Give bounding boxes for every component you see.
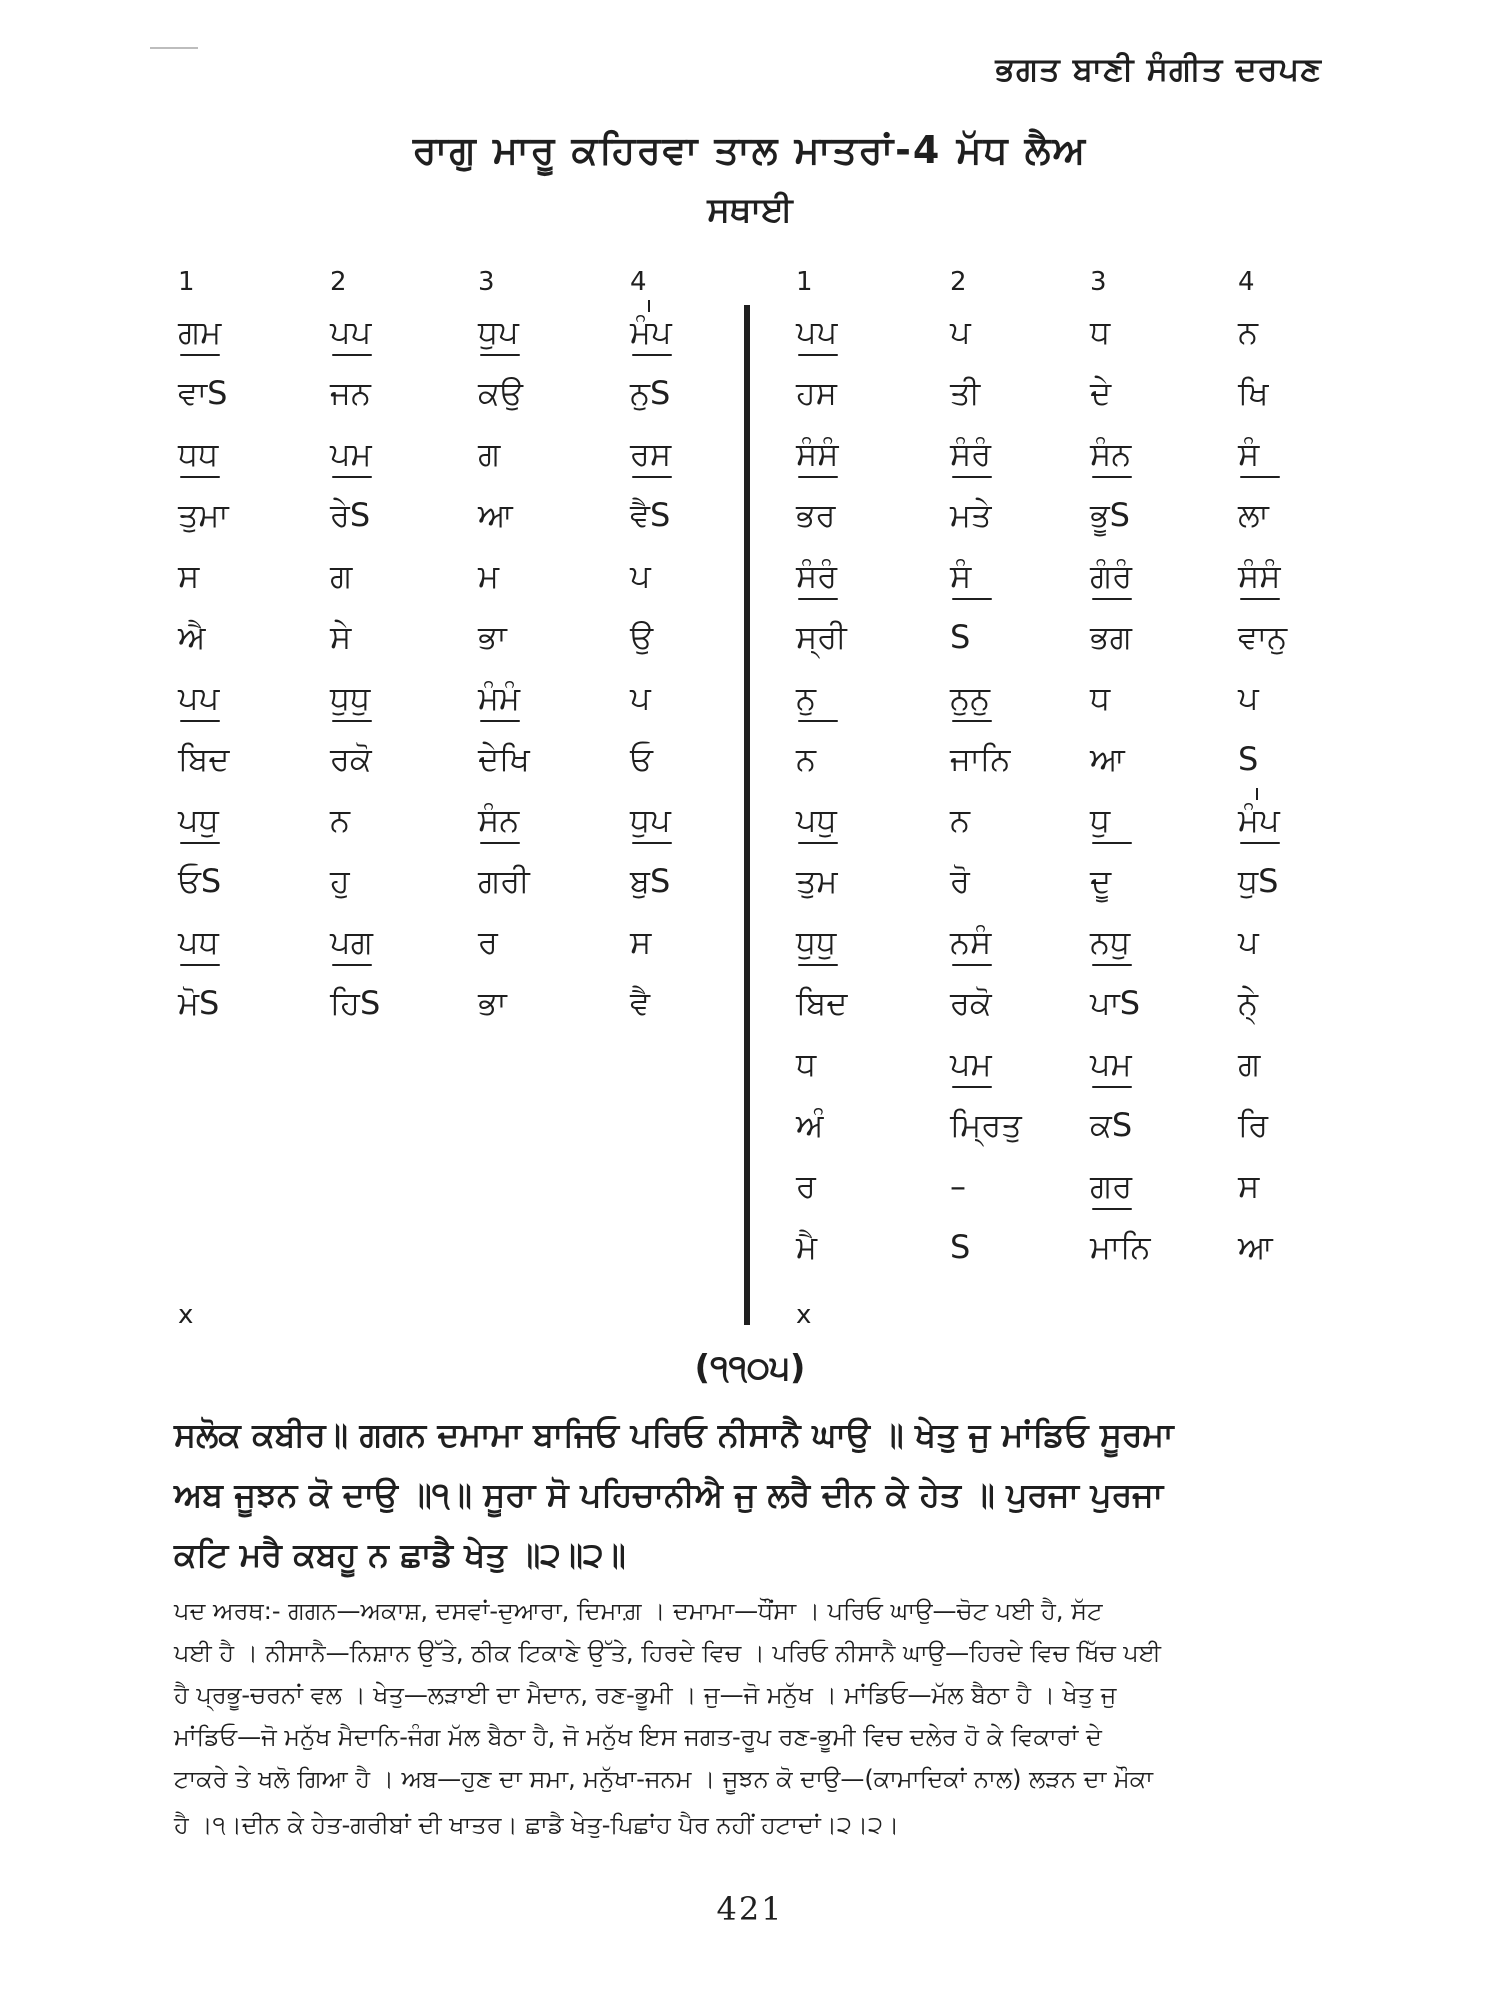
grouping-underline xyxy=(1092,598,1132,600)
swar-cell: ਸੰਰੰ xyxy=(950,435,992,473)
swar-cell: ਪਧੁ xyxy=(796,801,837,839)
grouping-underline xyxy=(180,720,220,722)
swar-cell: ਸੰਰੰ xyxy=(796,557,838,595)
swar-cell: – xyxy=(950,1167,966,1205)
lyric-cell: ਜਾਨਿ xyxy=(950,740,1011,778)
corner-mark xyxy=(150,47,198,49)
grouping-underline xyxy=(1092,1208,1132,1210)
gloss-line: ਪਦ ਅਰਥ:- ਗਗਨ—ਅਕਾਸ਼, ਦਸਵਾਂ-ਦੁਆਰਾ, ਦਿਮਾਗ਼ । ਦਮਾਮਾ—ਧੌਂਸਾ । ਪਰਿਓ ਘਾਉ—ਚੋਟ ਪਈ ਹੈ, ਸੱਟ xyxy=(174,1597,1103,1625)
lyric-cell: ਹੁ xyxy=(330,862,350,900)
swar-cell: ਸੰਨ xyxy=(478,801,520,839)
lyric-cell: ਅੰ xyxy=(796,1106,824,1144)
lyric-cell: ਸੇ xyxy=(330,618,352,656)
swar-cell: ਪ xyxy=(1238,923,1259,961)
section-title: ਸਥਾਈ xyxy=(707,190,793,230)
lyric-cell: ਤੁਮਾ xyxy=(178,496,229,534)
lyric-cell: ਧੁS xyxy=(1238,862,1279,900)
lyric-cell: ਰਿ xyxy=(1238,1106,1269,1144)
gloss-line: ਪਈ ਹੈ । ਨੀਸਾਨੈ—ਨਿਸ਼ਾਨ ਉੱਤੇ, ਠੀਕ ਟਿਕਾਣੇ ਉੱਤੇ, ਹਿਰਦੇ ਵਿਚ । ਪਰਿਓ ਨੀਸਾਨੈ ਘਾਉ—ਹਿਰਦੇ ਵਿਚ ਖਿੱਚ ਪਈ xyxy=(174,1639,1162,1667)
swar-cell: ਪਧੁ xyxy=(178,801,219,839)
swar-cell: ਗ xyxy=(478,435,501,473)
grouping-underline xyxy=(952,964,992,966)
lyric-cell: ਵਾS xyxy=(178,374,228,412)
grouping-underline xyxy=(480,354,520,356)
grouping-underline xyxy=(332,476,372,478)
lyric-cell: ਮੈ xyxy=(796,1228,818,1266)
raag-title: ਰਾਗੁ ਮਾਰੂ ਕਹਿਰਵਾ ਤਾਲ ਮਾਤਰਾਂ-4 ਮੱਧ ਲੈਅ xyxy=(412,128,1088,172)
lyric-cell: ਮਤੇ xyxy=(950,496,992,534)
grouping-underline xyxy=(1092,1086,1132,1088)
swar-cell: ਧੁਧੁ xyxy=(330,679,371,717)
lyric-cell: ਮੋS xyxy=(178,984,220,1022)
lyric-cell: ਉ xyxy=(630,618,654,656)
grouping-underline xyxy=(1240,842,1280,844)
lyric-cell: ਬੁS xyxy=(630,862,671,900)
beat-number: 4 xyxy=(630,267,647,297)
swar-cell: ਸੰ xyxy=(950,557,972,595)
lyric-cell: ਐ xyxy=(178,618,206,656)
grouping-underline xyxy=(1092,964,1132,966)
swar-cell: ਗੰਰੰ xyxy=(1090,557,1133,595)
grouping-underline xyxy=(952,1086,992,1088)
swar-cell: ਪਮ xyxy=(950,1045,992,1083)
grouping-underline xyxy=(798,964,838,966)
grouping-underline xyxy=(332,964,372,966)
beat-number: 1 xyxy=(178,267,195,297)
grouping-underline xyxy=(332,720,372,722)
lyric-cell: ਓS xyxy=(178,862,222,900)
swar-cell: ਸੰਸੰ xyxy=(1238,557,1281,595)
lyric-cell: ਰੋ xyxy=(950,862,970,900)
beat-number: 3 xyxy=(478,267,495,297)
lyric-cell: ਜਨ xyxy=(330,374,371,412)
grouping-underline xyxy=(180,842,220,844)
lyric-cell: ਰੇS xyxy=(330,496,371,534)
swar-cell: ਧ xyxy=(796,1045,817,1083)
grouping-underline xyxy=(952,720,992,722)
swar-cell: ਪ xyxy=(950,313,971,351)
gloss-line: ਹੈ ।੧।ਦੀਨ ਕੇ ਹੇਤ-ਗਰੀਬਾਂ ਦੀ ਖਾਤਰ। ਛਾਡੈ ਖੇਤੁ-ਪਿਛਾਂਹ ਪੈਰ ਨਹੀਂ ਹਟਾਦਾਂ।੨।੨। xyxy=(174,1811,900,1839)
verse-line: ਸਲੋਕ ਕਬੀਰ॥ ਗਗਨ ਦਮਾਮਾ ਬਾਜਿਓ ਪਰਿਓ ਨੀਸਾਨੈ ਘਾਉ ॥ ਖੇਤੁ ਜੁ ਮਾਂਡਿਓ ਸੂਰਮਾ xyxy=(174,1415,1174,1454)
lyric-cell: ਭਰ xyxy=(796,496,836,534)
swar-cell: ਧੁਧੁ xyxy=(796,923,837,961)
grouping-underline xyxy=(1240,476,1280,478)
lyric-cell: ਹਸ xyxy=(796,374,837,412)
swar-cell: ਪਪ xyxy=(330,313,372,351)
swar-cell: ਪਮ xyxy=(330,435,372,473)
gloss-line: ਹੈ ਪ੍ਰਭੂ-ਚਰਨਾਂ ਵਲ । ਖੇਤੁ—ਲੜਾਈ ਦਾ ਮੈਦਾਨ, ਰਣ-ਭੂਮੀ । ਜੁ—ਜੋ ਮਨੁੱਖ । ਮਾਂਡਿਓ—ਮੱਲ ਬੈਠਾ ਹੈ । ਖੇਤੁ ਜੁ xyxy=(174,1681,1117,1709)
swar-cell: ਰ xyxy=(796,1167,816,1205)
swar-cell: ਧਧ xyxy=(178,435,219,473)
swar-cell: ਪਪ xyxy=(796,313,838,351)
lyric-cell: ਆ xyxy=(478,496,513,534)
lyric-cell: ਰਕੋ xyxy=(330,740,372,778)
page-code: (੧੧੦੫) xyxy=(694,1348,806,1388)
swar-cell: ਪਪ xyxy=(178,679,220,717)
lyric-cell: ਭੂS xyxy=(1090,496,1130,534)
swar-cell: ਨੁ xyxy=(796,679,817,717)
grouping-underline xyxy=(798,354,838,356)
lyric-cell: ਖਿ xyxy=(1238,374,1269,412)
beat-number: 3 xyxy=(1090,267,1107,297)
swar-cell: ਗ xyxy=(1238,1045,1261,1083)
swar-cell: ਗਮ xyxy=(178,313,222,351)
lyric-cell: ਵੈ xyxy=(630,984,651,1022)
swar-cell: ਪਧ xyxy=(178,923,219,961)
swar-cell: ਧੁ xyxy=(1090,801,1111,839)
lyric-cell: ਬਿਦ xyxy=(796,984,848,1022)
lyric-cell: ਸ੍ਰੀ xyxy=(796,618,847,656)
swar-cell: ਗ xyxy=(330,557,353,595)
lyric-cell: ਨੇ੍ xyxy=(1238,984,1259,1022)
swar-cell: ਸੰ xyxy=(1238,435,1260,473)
octave-tick xyxy=(648,300,650,312)
lyric-cell: ਆ xyxy=(1090,740,1125,778)
swar-cell: ਧੁਪ xyxy=(630,801,671,839)
grouping-underline xyxy=(632,842,672,844)
grouping-underline xyxy=(180,964,220,966)
swar-cell: ਨ xyxy=(1238,313,1259,351)
beat-number: 1 xyxy=(796,267,813,297)
lyric-cell: ਤੀ xyxy=(950,374,981,412)
lyric-cell: ਮਾਨਿ xyxy=(1090,1228,1151,1266)
grouping-underline xyxy=(1092,842,1132,844)
swar-cell: ਮੰਪ xyxy=(630,313,672,351)
verse-line: ਕਟਿ ਮਰੈ ਕਬਹੂ ਨ ਛਾਡੈ ਖੇਤੁ ॥੨॥੨॥ xyxy=(174,1535,626,1574)
lyric-cell: ਦੂ xyxy=(1090,862,1112,900)
grouping-underline xyxy=(798,720,838,722)
lyric-cell: ਤੁਮ xyxy=(796,862,838,900)
sam-mark: x xyxy=(178,1300,194,1330)
swar-cell: ਮ xyxy=(478,557,500,595)
swar-cell: ਪਗ xyxy=(330,923,373,961)
grouping-underline xyxy=(798,842,838,844)
swar-cell: ਧ xyxy=(1090,313,1111,351)
grouping-underline xyxy=(480,720,520,722)
swar-cell: ਧੁਪ xyxy=(478,313,519,351)
swar-cell: ਪ xyxy=(630,557,651,595)
swar-cell: ਨ xyxy=(330,801,351,839)
swar-cell: ਸ xyxy=(630,923,652,961)
lyric-cell: ਕਉ xyxy=(478,374,523,412)
lyric-cell: ਰਕੋ xyxy=(950,984,992,1022)
grouping-underline xyxy=(952,476,992,478)
swar-cell: ਨ xyxy=(950,801,971,839)
lyric-cell: ਭਾ xyxy=(478,984,507,1022)
sam-mark: x xyxy=(796,1300,812,1330)
grouping-underline xyxy=(798,476,838,478)
column-divider xyxy=(744,305,750,1325)
swar-cell: ਮੰਮੰ xyxy=(478,679,521,717)
lyric-cell: ਓ xyxy=(630,740,653,778)
lyric-cell: ਕS xyxy=(1090,1106,1133,1144)
lyric-cell: ਗਰੀ xyxy=(478,862,530,900)
beat-number: 4 xyxy=(1238,267,1255,297)
lyric-cell: ਭਗ xyxy=(1090,618,1132,656)
swar-cell: ਰਸ xyxy=(630,435,672,473)
swar-cell: ਸ xyxy=(1238,1167,1260,1205)
swar-cell: ਨੁਨੁ xyxy=(950,679,991,717)
swar-cell: ਮੰਪ xyxy=(1238,801,1280,839)
grouping-underline xyxy=(332,354,372,356)
grouping-underline xyxy=(632,354,672,356)
swar-cell: ਪ xyxy=(630,679,651,717)
lyric-cell: S xyxy=(950,618,971,656)
lyric-cell: ਲਾ xyxy=(1238,496,1269,534)
lyric-cell: S xyxy=(1238,740,1259,778)
swar-cell: ਧ xyxy=(1090,679,1111,717)
grouping-underline xyxy=(632,476,672,478)
grouping-underline xyxy=(1092,476,1132,478)
page-number: 421 xyxy=(716,1890,784,1928)
octave-tick xyxy=(1256,788,1258,800)
lyric-cell: ਬਿਦ xyxy=(178,740,230,778)
lyric-cell: ਪਾS xyxy=(1090,984,1141,1022)
swar-cell: ਸ xyxy=(178,557,200,595)
running-head: ਭਗਤ ਬਾਣੀ ਸੰਗੀਤ ਦਰਪਣ xyxy=(995,50,1322,88)
lyric-cell: ਹਿS xyxy=(330,984,381,1022)
grouping-underline xyxy=(180,354,220,356)
verse-line: ਅਬ ਜੂਝਨ ਕੋ ਦਾਉ ॥੧॥ ਸੂਰਾ ਸੋ ਪਹਿਚਾਨੀਐ ਜੁ ਲਰੈ ਦੀਨ ਕੇ ਹੇਤ ॥ ਪੁਰਜਾ ਪੁਰਜਾ xyxy=(174,1475,1164,1514)
swar-cell: ਸੰਸੰ xyxy=(796,435,839,473)
lyric-cell: ਦੇ xyxy=(1090,374,1112,412)
grouping-underline xyxy=(180,476,220,478)
grouping-underline xyxy=(1240,598,1280,600)
swar-cell: ਨਸੰ xyxy=(950,923,992,961)
swar-cell: ਸੰਨ xyxy=(1090,435,1132,473)
grouping-underline xyxy=(480,842,520,844)
lyric-cell: ਵੈS xyxy=(630,496,671,534)
lyric-cell: ਭਾ xyxy=(478,618,507,656)
swar-cell: ਪਮ xyxy=(1090,1045,1132,1083)
gloss-line: ਮਾਂਡਿਓ—ਜੋ ਮਨੁੱਖ ਮੈਦਾਨਿ-ਜੰਗ ਮੱਲ ਬੈਠਾ ਹੈ, ਜੋ ਮਨੁੱਖ ਇਸ ਜਗਤ-ਰੂਪ ਰਣ-ਭੂਮੀ ਵਿਚ ਦਲੇਰ ਹੋ ਕੇ ਵਿਕਾਰਾਂ ਦੇ xyxy=(174,1723,1102,1751)
lyric-cell: ਮ੍ਰਿਤੁ xyxy=(950,1106,1022,1144)
swar-cell: ਰ xyxy=(478,923,498,961)
gloss-line: ਟਾਕਰੇ ਤੇ ਖਲੋ ਗਿਆ ਹੈ । ਅਬ—ਹੁਣ ਦਾ ਸਮਾ, ਮਨੁੱਖਾ-ਜਨਮ । ਜੂਝਨ ਕੋ ਦਾਉ—(ਕਾਮਾਦਿਕਾਂ ਨਾਲ) ਲੜਨ ਦਾ ਮੌਕਾ xyxy=(174,1765,1154,1793)
swar-cell: ਨਧੁ xyxy=(1090,923,1131,961)
lyric-cell: ਦੇਖਿ xyxy=(478,740,530,778)
lyric-cell: ਆ xyxy=(1238,1228,1273,1266)
beat-number: 2 xyxy=(330,267,347,297)
grouping-underline xyxy=(952,598,992,600)
lyric-cell: ਵਾਨੁ xyxy=(1238,618,1288,656)
grouping-underline xyxy=(798,598,838,600)
swar-cell: ਗਰ xyxy=(1090,1167,1133,1205)
lyric-cell: S xyxy=(950,1228,971,1266)
lyric-cell: ਨੁS xyxy=(630,374,671,412)
lyric-cell: ਨ xyxy=(796,740,817,778)
swar-cell: ਪ xyxy=(1238,679,1259,717)
beat-number: 2 xyxy=(950,267,967,297)
